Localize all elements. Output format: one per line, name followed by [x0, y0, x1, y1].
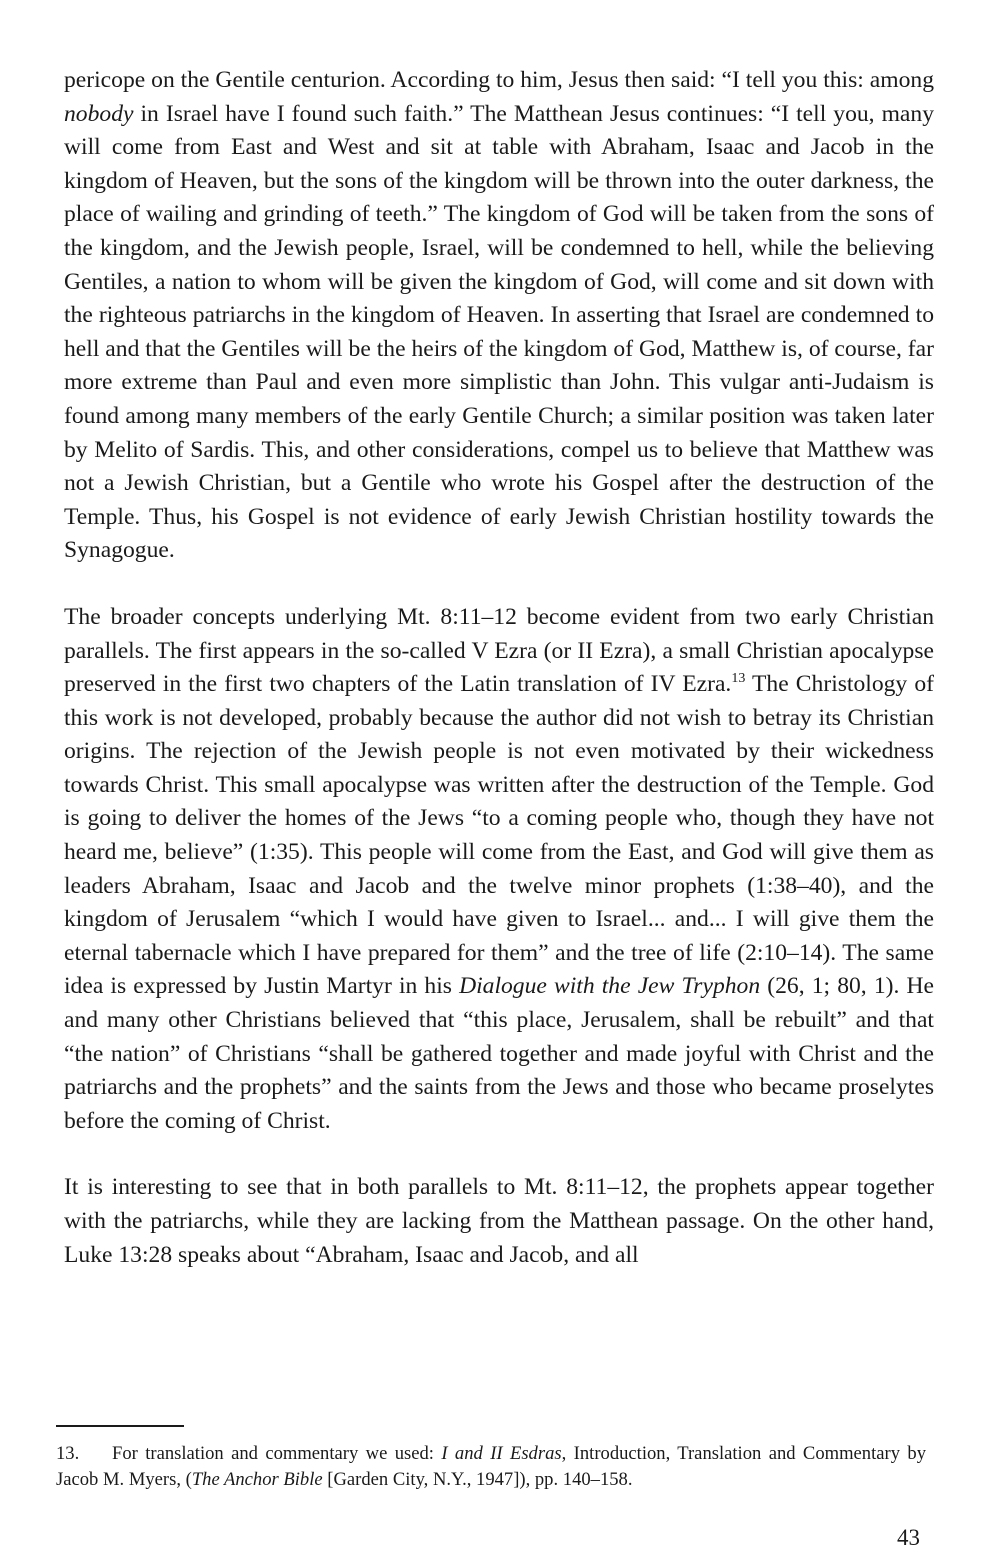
page-body	[64, 64, 934, 1272]
paragraph-3-text: It is interesting to see that in both parallels to Mt. 8:11–12, the prophets appear together with the patriarchs, while they are lacking from the Matthean passage. On the other hand, Luke 13:28 speaks about “Abraham, Isaac and Jacob, and all	[64, 1174, 934, 1268]
paragraph-2-italic-title: Dialogue with the Jew Tryphon	[459, 973, 761, 1000]
footnote-reference-13: 13	[731, 671, 746, 687]
footnote-italic-anchor-bible: The Anchor Bible	[191, 1469, 323, 1490]
footnote-text-c: [Garden City, N.Y., 1947]), pp. 140–158.	[322, 1469, 633, 1490]
paragraph-2-text-c: (26, 1; 80, 1). He and many other Christians believed that “this place, Jerusalem, shall be rebuilt” and that “the nation” of Christians “shall be gathered together and made joyful with Christ and the patriarchs and the prophets” and the saints from the Jews and those who became proselytes before the coming of Christ.	[64, 973, 934, 1134]
paragraph-1-italic-nobody: nobody	[64, 100, 134, 127]
paragraph-3	[64, 1171, 934, 1272]
page-number: 43	[897, 1525, 920, 1550]
paragraph-2-text-a: The broader concepts underlying Mt. 8:11–12 become evident from two early Christian parallels. The first appears in the so-called V Ezra (or II Ezra), a small Christian apocalypse preserved in the first two chapters of the Latin translation of IV Ezra.	[64, 603, 934, 698]
footnote-text-b: , Introduction, Translation and Commentary by Jacob M. Myers, (	[56, 1443, 926, 1490]
paragraph-1-text-b: in Israel have I found such faith.” The Matthean Jesus continues: “I tell you, many will come from East and West and sit at table with Abraham, Isaac and Jacob in the kingdom of Heaven, but the sons of the kingdom will be thrown into the outer darkness, the place of wailing and grinding of teeth.” The kingdom of God will be taken from the sons of the kingdom, and the Jewish people, Israel, will be condemned to hell, while the believing Gentiles, a nation to whom will be given the kingdom of God, will come and sit down with the righteous patriarchs in the kingdom of Heaven. In asserting that Israel are condemned to hell and that the Gentiles will be the heirs of the kingdom of God, Matthew is, of course, far more extreme than Paul and even more simplistic than John. This vulgar anti-Judaism is found among many members of the early Gentile Church; a similar position was taken later by Melito of Sardis. This, and other considerations, compel us to believe that Matthew was not a Jewish Christian, but a Gentile who wrote his Gospel after the destruction of the Temple. Thus, his Gospel is not evidence of early Jewish Christian hostility towards the Synagogue.	[64, 100, 934, 564]
paragraph-1	[64, 64, 934, 568]
paragraph-2-text-b: The Christology of this work is not developed, probably because the author did not wish to betray its Christian origins. The rejection of the Jewish people is not even motivated by their wickedness towards Christ. This small apocalypse was written after the destruction of the Temple. God is going to deliver the homes of the Jews “to a coming people who, though they have not heard me, believe” (1:35). This people will come from the East, and God will give them as leaders Abraham, Isaac and Jacob and the twelve minor prophets (1:38–40), and the kingdom of Jerusalem “which I would have given to Israel... and... I will give them the eternal tabernacle which I have prepared for them” and the tree of life (2:10–14). The same idea is expressed by Justin Martyr in his	[64, 671, 934, 1000]
footnote-text-a: For translation and commentary we used:	[112, 1443, 442, 1464]
footnote-divider	[56, 1425, 184, 1427]
footnote-italic-esdras: I and II Esdras	[441, 1443, 562, 1464]
footnote-13	[56, 1441, 926, 1493]
footnote-number: 13.	[56, 1443, 80, 1464]
paragraph-2	[64, 601, 934, 1139]
paragraph-1-text-a: pericope on the Gentile centurion. According to him, Jesus then said: “I tell you this: among	[64, 67, 934, 93]
